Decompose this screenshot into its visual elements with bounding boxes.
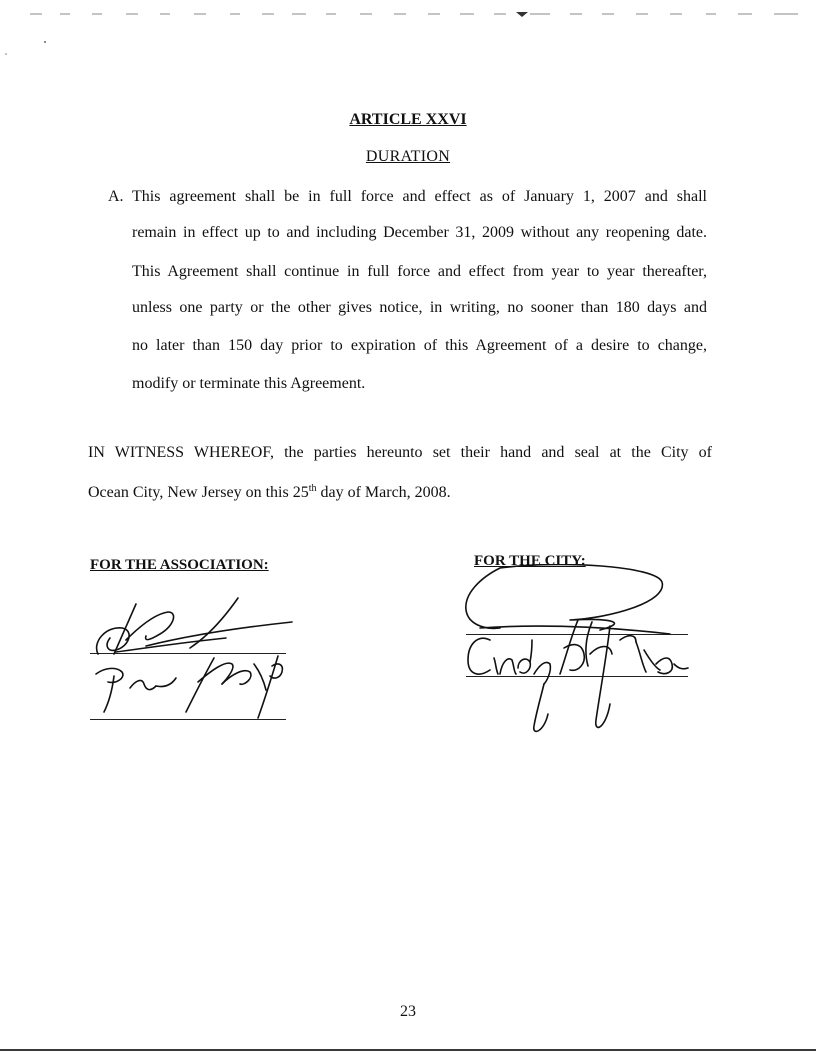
page-number: 23 [400, 1003, 416, 1020]
clause-line-3: This Agreement shall continue in full force and effect from year to year thereafter, [132, 263, 707, 280]
witness-line-1: IN WITNESS WHEREOF, the parties hereunto set their hand and seal at the City of [88, 444, 712, 461]
day-ordinal-suffix: th [308, 483, 317, 494]
clause-line-5: no later than 150 day prior to expiration of this Agreement of a desire to change, [132, 337, 707, 354]
scan-speck [2, 30, 52, 60]
clause-line-4: unless one party or the other gives notice, in writing, no sooner than 180 days and [132, 299, 707, 316]
city-signature-image [460, 564, 692, 736]
witness-line-2 [88, 483, 451, 503]
witness-line-2-end: day of March, 2008. [316, 484, 451, 501]
scan-bottom-edge [0, 1049, 816, 1051]
article-title: ARTICLE XXVI [349, 111, 467, 128]
section-title: DURATION [365, 148, 451, 165]
clause-marker: A. [108, 188, 124, 205]
association-signature-heading: FOR THE ASSOCIATION: [90, 557, 269, 573]
witness-line-2-start: Ocean City, New Jersey on this 25 [88, 484, 309, 501]
city-signature-heading: FOR THE CITY: [474, 553, 586, 569]
clause-line-1: This agreement shall be in full force and effect as of January 1, 2007 and shall [132, 188, 707, 205]
scan-edge-artifact [30, 10, 800, 18]
clause-line-2: remain in effect up to and including December 31, 2009 without any reopening date. [132, 224, 707, 241]
clause-line-6: modify or terminate this Agreement. [132, 375, 366, 392]
association-signature-image [86, 592, 298, 722]
